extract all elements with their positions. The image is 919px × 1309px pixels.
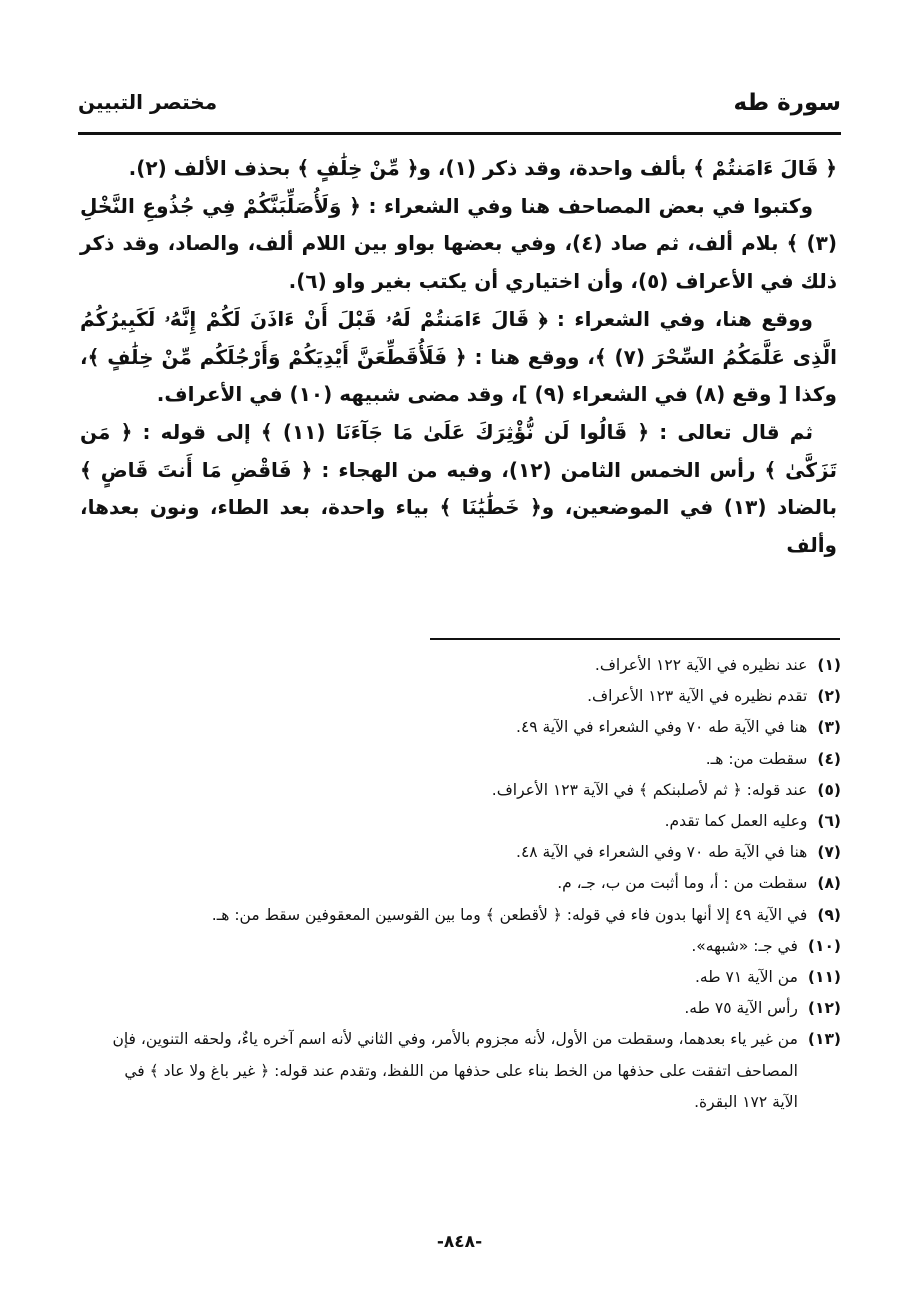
body-paragraph: ووقع هنا، وفي الشعراء : ﴿ قَالَ ءَامَنتُمْ لَهُۥ قَبْلَ أَنْ ءَاذَنَ لَكُمْ إِنَّهُۥ لَكَبِيرُكُمُ الَّذِى عَلَّمَكُمُ السِّحْرَ (٧) ﴾، ووقع هنا : ﴿ فَلَأُقَطِّعَنَّ أَيْدِيَكُمْ وَأَرْجُلَكُم مِّنْ خِلَٰفٍ ﴾، وكذا [ وقع (٨) في الشعراء (٩) ]، وقد مضى شبيهه (١٠) في الأعراف.: [80, 306, 837, 407]
footnote: [110, 962, 841, 993]
footnote: [110, 775, 841, 806]
footnote-number: (١٣): [807, 1030, 841, 1049]
footnote-text: في جـ: «شبهه».: [691, 936, 798, 955]
footnote: [110, 712, 841, 743]
footnote-text: وعليه العمل كما تقدم.: [664, 812, 808, 831]
footnote-text: من الآية ٧١ طه.: [694, 968, 798, 987]
footnotes: [110, 650, 841, 1118]
footnote: [110, 744, 841, 775]
footnote: [110, 868, 841, 899]
footnote-text: من غير ياء بعدهما، وسقطت من الأول، لأنه مجزوم بالأمر، وفي الثاني لأنه اسم آخره ياءٌ، ولحقه التنوين، فإن المصاحف اتفقت على حذفها من الخط بناء على حذفها من اللفظ، وتقدم عند قوله: ﴿ غير باغ ولا عاد ﴾ في الآية ١٧٢ البقرة.: [112, 1030, 798, 1111]
book-title: مختصر التبيين: [78, 90, 218, 114]
footnote-text: سقطت من: هـ.: [705, 749, 808, 768]
footnote-text: سقطت من : أ، وما أثبت من ب، جـ، م.: [557, 874, 808, 893]
body-paragraph: ثم قال تعالى : ﴿ قَالُوا لَن نُّؤْثِرَكَ عَلَىٰ مَا جَآءَنَا (١١) ﴾ إلى قوله : ﴿ مَن تَزَكَّىٰ ﴾ رأس الخمس الثامن (١٢)، وفيه من الهجاء : ﴿ فَاقْضِ مَا أَنتَ قَاضٍ ﴾ بالضاد (١٣) في الموضعين، و﴿ خَطَٰيَٰنَا ﴾ بياء واحدة، بعد الطاء، ونون بعدها، وألف: [80, 419, 837, 558]
body-paragraph: ﴿ قَالَ ءَامَنتُمْ ﴾ بألف واحدة، وقد ذكر (١)، و﴿ مِّنْ خِلَٰفٍ ﴾ بحذف الألف (٢).: [128, 156, 837, 180]
footnote-text: في الآية ٤٩ إلا أنها بدون فاء في قوله: ﴿ لأقطعن ﴾ وما بين القوسين المعقوفين سقط من: هـ.: [211, 905, 808, 924]
footnote-number: (٦): [817, 812, 841, 831]
footnote-number: (٥): [817, 780, 841, 799]
footnote-text: تقدم نظيره في الآية ١٢٣ الأعراف.: [587, 687, 808, 706]
footnote: [110, 806, 841, 837]
footnote-text: هنا في الآية طه ٧٠ وفي الشعراء في الآية ٤٨.: [516, 843, 808, 862]
footnote-text: رأس الآية ٧٥ طه.: [684, 999, 798, 1018]
surah-title: سورة طه: [733, 90, 841, 116]
footnote-text: عند نظيره في الآية ١٢٢ الأعراف.: [594, 656, 808, 674]
footnote-number: (٩): [817, 905, 841, 924]
footnote-number: (٧): [817, 843, 841, 862]
footnote-divider: [430, 638, 840, 640]
footnote: [110, 931, 841, 962]
footnote: [110, 681, 841, 712]
footnote-number: (٤): [817, 749, 841, 768]
footnote-text: عند قوله: ﴿ ثم لأصلبنكم ﴾ في الآية ١٢٣ الأعراف.: [491, 780, 808, 799]
footnote-text: هنا في الآية طه ٧٠ وفي الشعراء في الآية ٤٩.: [516, 718, 808, 737]
footnote-number: (١١): [807, 968, 841, 987]
footnote-number: (١٠): [807, 936, 841, 955]
footnote: [110, 993, 841, 1024]
running-header: [78, 86, 841, 130]
footnote-number: (١): [817, 656, 841, 674]
footnote-number: (٢): [817, 687, 841, 706]
footnote-number: (١٢): [807, 999, 841, 1018]
footnote: [110, 1024, 841, 1118]
footnote: [110, 650, 841, 681]
footnote: [110, 837, 841, 868]
main-text: [80, 150, 837, 565]
footnote-number: (٣): [817, 718, 841, 737]
page-number: -٨٤٨-: [436, 1232, 483, 1252]
header-divider: [78, 132, 841, 135]
footnote-number: (٨): [817, 874, 841, 893]
body-paragraph: وكتبوا في بعض المصاحف هنا وفي الشعراء : ﴿ وَلَأُصَلِّبَنَّكُمْ فِي جُذُوعِ النَّخْلِ (٣) ﴾ بلام ألف، ثم صاد (٤)، وفي بعضها بواو بين اللام ألف، والصاد، وقد ذكر ذلك في الأعراف (٥)، وأن اختياري أن يكتب بغير واو (٦).: [80, 193, 837, 294]
footnote: [110, 900, 841, 931]
